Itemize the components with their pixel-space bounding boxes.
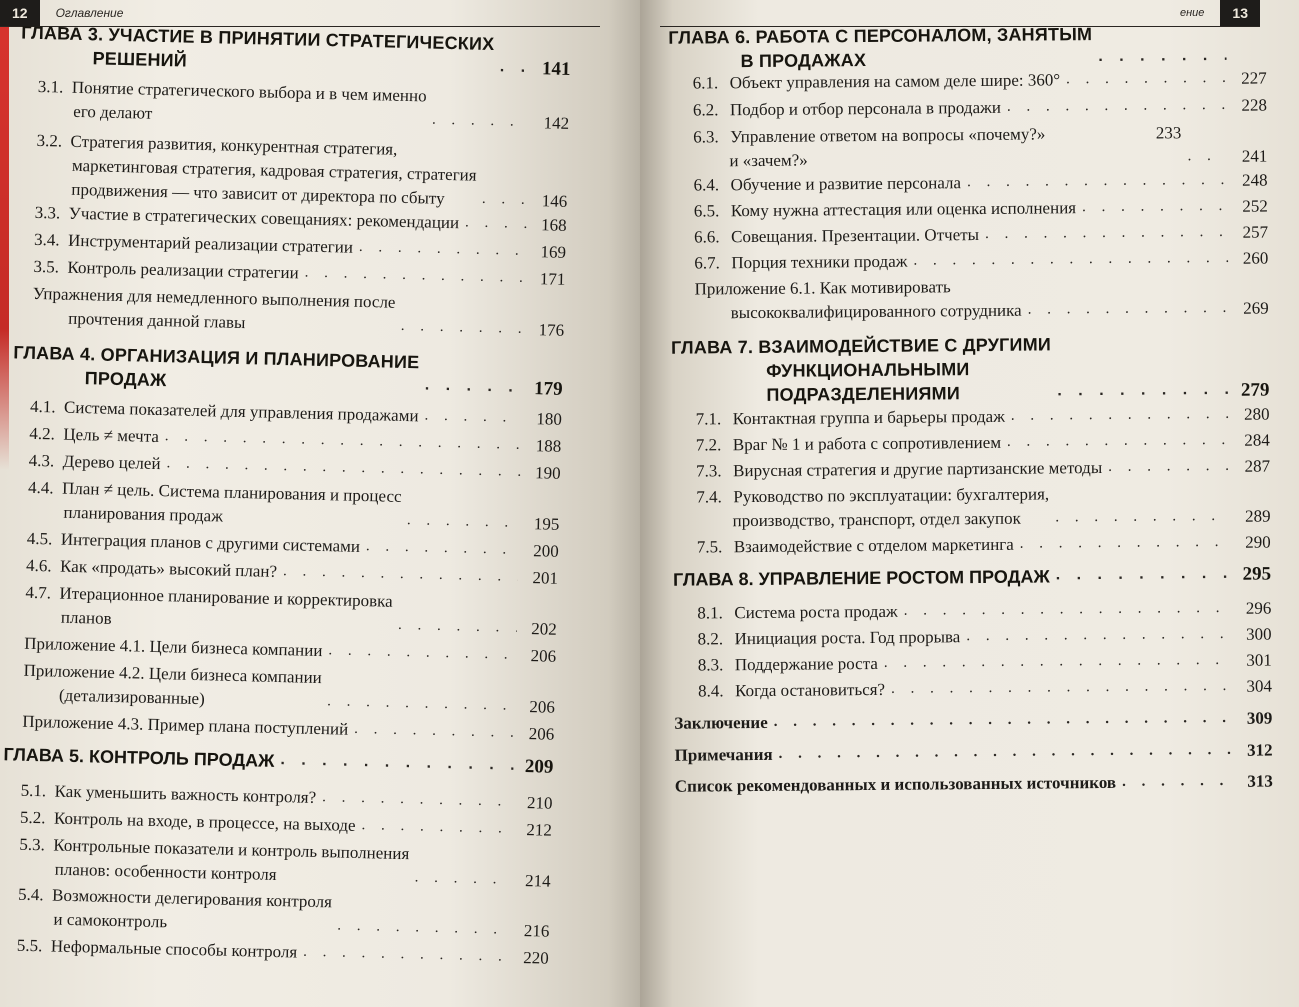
page-number: 13 xyxy=(1220,0,1260,26)
toc-appendix-6-1: Приложение 6.1. Как мотивировать высококвалифицированного сотрудника . . . 269 xyxy=(694,273,1268,326)
toc-section-3-5: 3.5. Контроль реализации стратегии . . . 171 xyxy=(33,255,565,292)
running-head-title: ение xyxy=(1180,7,1205,19)
toc-section-4-6: 4.6. Как «продать» высокий план? . . . 201 xyxy=(26,554,558,591)
toc-chapter-6: ГЛАВА 6. РАБОТА С ПЕРСОНАЛОМ, ЗАНЯТЫМ В ПРОДАЖАХ . . . xyxy=(668,21,1266,74)
toc-section-7-2: 7.2. Враг № 1 и работа с сопротивлением . . . 284 xyxy=(696,429,1270,458)
toc-section-7-1: 7.1. Контактная группа и барьеры продаж . . . 280 xyxy=(696,403,1270,432)
left-page xyxy=(0,0,640,1007)
toc-section-6-3: 6.3. Управление ответом на вопросы «почему?» 233 и «зачем?» . . . 241 xyxy=(693,121,1267,174)
toc-section-5-3: 5.3. Контрольные показатели и контроль выполнения планов: особенности контроля . . . 214 xyxy=(18,833,551,894)
toc-appendix-4-3: Приложение 4.3. Пример плана поступлений . . . 206 xyxy=(22,710,554,747)
toc-appendix-4-1: Приложение 4.1. Цели бизнеса компании . . . 206 xyxy=(24,632,556,669)
toc-chapter-3: ГЛАВА 3. УЧАСТИЕ В ПРИНЯТИИ СТРАТЕГИЧЕСКИХ РЕШЕНИЙ . . . 141 xyxy=(20,21,571,82)
page-number: 12 xyxy=(0,0,40,26)
toc-section-7-5: 7.5. Взаимодействие с отделом маркетинга . . . 290 xyxy=(697,531,1271,560)
toc-appendix-4-2: Приложение 4.2. Цели бизнеса компании (детализированные) . . . 206 xyxy=(23,659,556,720)
red-page-edge xyxy=(0,0,9,470)
toc-section-3-4: 3.4. Инструментарий реализации стратегии . . . 169 xyxy=(34,228,566,265)
toc-section-4-3: 4.3. Дерево целей . . . 190 xyxy=(28,449,560,486)
toc-conclusion: Заключение . . . 309 xyxy=(674,707,1272,736)
toc-section-4-2: 4.2. Цель ≠ мечта . . . 188 xyxy=(29,422,561,459)
toc-sources: Список рекомендованных и использованных источников . . . 313 xyxy=(675,770,1273,799)
toc-section-8-2: 8.2. Инициация роста. Год прорыва . . . 300 xyxy=(697,623,1271,652)
toc-section-8-4: 8.4. Когда остановиться? . . . 304 xyxy=(698,675,1272,704)
toc-section-7-3: 7.3. Вирусная стратегия и другие партизанские методы . . . 287 xyxy=(696,455,1270,484)
toc-section-5-4: 5.4. Возможности делегирования контроля и самоконтроль . . . 216 xyxy=(17,883,550,944)
toc-section-4-1: 4.1. Система показателей для управления продажами . . . 180 xyxy=(30,395,562,432)
toc-section-4-4: 4.4. План ≠ цель. Система планирования и процесс планирования продаж . . . 195 xyxy=(27,476,560,537)
toc-notes: Примечания . . . 312 xyxy=(674,739,1272,768)
page-233: 233 xyxy=(1155,123,1182,143)
toc-section-7-4: 7.4. Руководство по эксплуатации: бухгалтерия, производство, транспорт, отдел закупок . . . 289 xyxy=(696,481,1270,534)
toc-chapter-8: ГЛАВА 8. УПРАВЛЕНИЕ РОСТОМ ПРОДАЖ . . . 295 xyxy=(673,563,1271,592)
toc-section-6-5: 6.5. Кому нужна аттестация или оценка исполнения . . . 252 xyxy=(694,195,1268,224)
toc-section-6-1: 6.1. Объект управления на самом деле шире: 360° . . . 227 xyxy=(693,67,1267,96)
toc-section-6-2: 6.2. Подбор и отбор персонала в продажи . . . 228 xyxy=(693,94,1267,123)
running-head-title: Оглавление xyxy=(55,6,124,20)
toc-section-6-6: 6.6. Совещания. Презентации. Отчеты . . . 257 xyxy=(694,221,1268,250)
toc-section-6-7: 6.7. Порция техники продаж . . . 260 xyxy=(694,247,1268,276)
toc-section-6-4: 6.4. Обучение и развитие персонала . . . 248 xyxy=(694,169,1268,198)
toc-section-5-1: 5.1. Как уменьшить важность контроля? . . . 210 xyxy=(20,779,552,816)
toc-section-3-2: 3.2. Стратегия развития, конкурентная стратегия, маркетинговая стратегия, кадровая стратегия, стратегия продвижения — что зависит от директора по сбыту . . . 146 xyxy=(35,129,569,214)
toc-section-3-1: 3.1. Понятие стратегического выбора и в чем именно его делают . . . 142 xyxy=(37,75,570,136)
toc-chapter-7: ГЛАВА 7. ВЗАИМОДЕЙСТВИЕ С ДРУГИМИ ФУНКЦИОНАЛЬНЫМИ ПОДРАЗДЕЛЕНИЯМИ . . . 279 xyxy=(671,331,1270,408)
toc-chapter-4: ГЛАВА 4. ОРГАНИЗАЦИЯ И ПЛАНИРОВАНИЕ ПРОДАЖ . . . 179 xyxy=(13,340,564,401)
toc-exercises-3: Упражнения для немедленного выполнения после прочтения данной главы . . . 176 xyxy=(32,282,565,343)
toc-section-5-2: 5.2. Контроль на входе, в процессе, на выходе . . . 212 xyxy=(20,806,552,843)
toc-section-4-5: 4.5. Интеграция планов с другими системами . . . 200 xyxy=(27,527,559,564)
toc-chapter-5: ГЛАВА 5. КОНТРОЛЬ ПРОДАЖ . . . 209 xyxy=(3,742,553,779)
toc-section-8-3: 8.3. Поддержание роста . . . 301 xyxy=(698,649,1272,678)
toc-section-4-7: 4.7. Итерационное планирование и корректировка планов . . . 202 xyxy=(25,581,558,642)
right-page xyxy=(640,0,1299,1007)
toc-section-3-3: 3.3. Участие в стратегических совещаниях: рекомендации . . . 168 xyxy=(35,201,567,238)
toc-section-5-5: 5.5. Неформальные способы контроля . . . 220 xyxy=(17,934,549,971)
toc-section-8-1: 8.1. Система роста продаж . . . 296 xyxy=(697,597,1271,626)
